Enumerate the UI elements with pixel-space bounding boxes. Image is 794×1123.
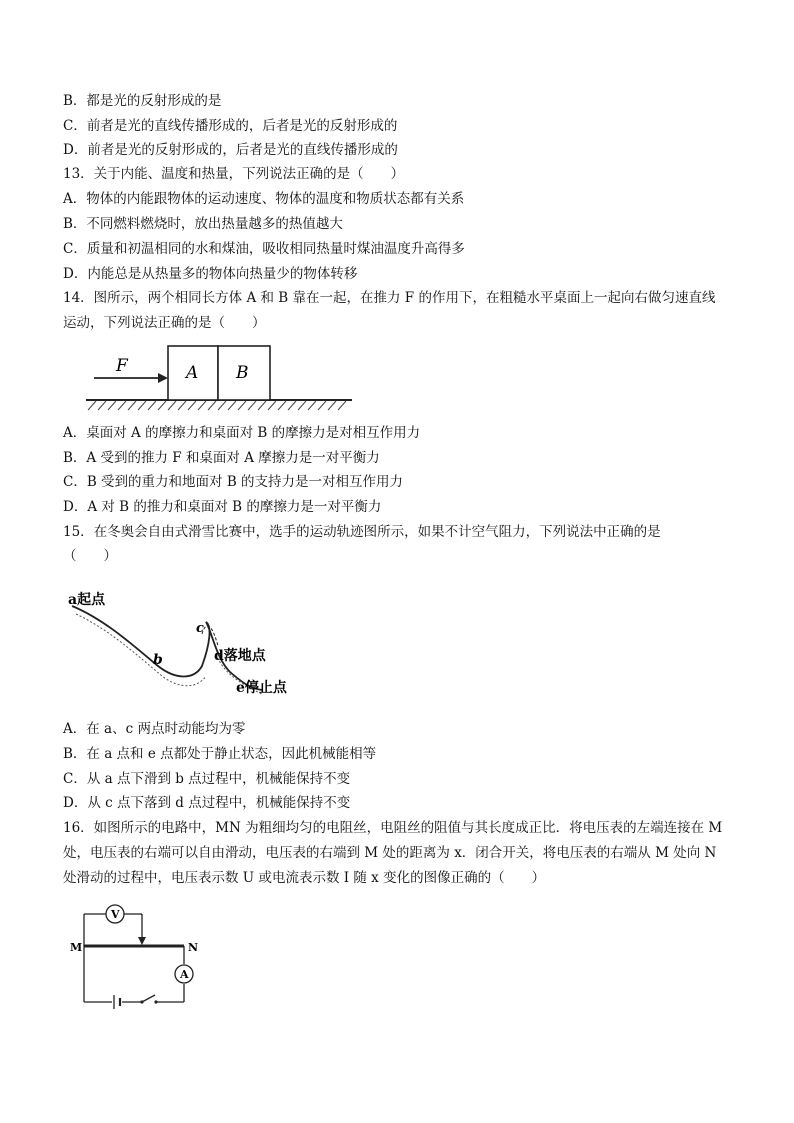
q15-option-d: D．从 c 点下落到 d 点过程中，机械能保持不变 (63, 795, 351, 811)
label-n: N (188, 941, 199, 954)
q16-stem-line1: 16．如图所示的电路中，MN 为粗细均匀的电阻丝，电阻丝的阻值与其长度成正比．将电压表的左端连接在 M (63, 820, 723, 836)
switch-contact-left (140, 1000, 143, 1003)
q12-option-c: C．前者是光的直线传播形成的，后者是光的反射形成的 (63, 118, 398, 134)
point-e-label: e停止点 (236, 680, 287, 696)
q15-option-c: C．从 a 点下滑到 b 点过程中，机械能保持不变 (63, 771, 351, 787)
q14-stem-line2: 运动，下列说法正确的是（ ） (63, 315, 266, 331)
q16-circuit-figure (62, 898, 212, 1016)
q15-option-a: A．在 a、c 两点时动能均为零 (63, 721, 246, 737)
q16-stem-line3: 处滑动的过程中，电压表示数 U 或电流表示数 I 随 x 变化的图像正确的（ ） (63, 870, 546, 886)
force-label: F (116, 356, 128, 376)
slope-hatching-left (76, 614, 206, 686)
force-arrowhead (158, 373, 168, 383)
q14-block-figure (80, 338, 360, 416)
q15-option-b: B．在 a 点和 e 点都处于静止状态，因此机械能相等 (63, 746, 377, 762)
block-a-label: A (186, 363, 199, 383)
point-a-label: a起点 (68, 592, 106, 608)
q13-option-d: D．内能总是从热量多的物体向热量少的物体转移 (63, 266, 358, 282)
q12-option-d: D．前者是光的反射形成的，后者是光的直线传播形成的 (63, 142, 398, 158)
q13-option-c: C．质量和初温相同的水和煤油，吸收相同热量时煤油温度升高得多 (63, 241, 465, 257)
q13-stem: 13．关于内能、温度和热量，下列说法正确的是（ ） (63, 166, 405, 182)
block-b-label: B (236, 363, 249, 383)
q14-stem-line1: 14．图所示，两个相同长方体 A 和 B 靠在一起，在推力 F 的作用下，在粗糙水平桌面上一起向右做匀速直线 (63, 290, 716, 306)
q12-option-b: B．都是光的反射形成的是 (63, 93, 222, 109)
ground-hatching (88, 401, 346, 410)
point-d-label: d落地点 (214, 648, 266, 664)
label-m: M (70, 941, 83, 954)
switch (142, 995, 155, 1002)
q13-option-b: B．不同燃料燃烧时，放出热量越多的热值越大 (63, 216, 343, 232)
q15-ski-track-figure (66, 584, 316, 704)
q14-option-d: D．A 对 B 的推力和桌面对 B 的摩擦力是一对平衡力 (63, 499, 382, 515)
switch-contact-right (154, 1000, 157, 1003)
ammeter-label: A (180, 968, 189, 981)
q15-stem-line2: （ ） (63, 548, 117, 564)
point-c-label: c (196, 621, 204, 636)
point-b-label: b (153, 652, 163, 668)
q15-stem-line1: 15．在冬奥会自由式滑雪比赛中，选手的运动轨迹图所示，如果不计空气阻力，下列说法中正确的是 (63, 524, 661, 540)
q14-option-b: B．A 受到的推力 F 和桌面对 A 摩擦力是一对平衡力 (63, 450, 380, 466)
q14-option-c: C．B 受到的重力和地面对 B 的支持力是一对相互作用力 (63, 474, 404, 490)
voltmeter-label: V (111, 908, 120, 921)
q16-stem-line2: 处，电压表的右端可以自由滑动，电压表的右端到 M 处的距离为 x．闭合开关，将电压表的右端从 M 处向 N (63, 845, 717, 861)
slider-arrowhead (138, 937, 146, 945)
q13-option-a: A．物体的内能跟物体的运动速度、物体的温度和物质状态都有关系 (63, 191, 465, 207)
q14-option-a: A．桌面对 A 的摩擦力和桌面对 B 的摩擦力是对相互作用力 (63, 425, 421, 441)
